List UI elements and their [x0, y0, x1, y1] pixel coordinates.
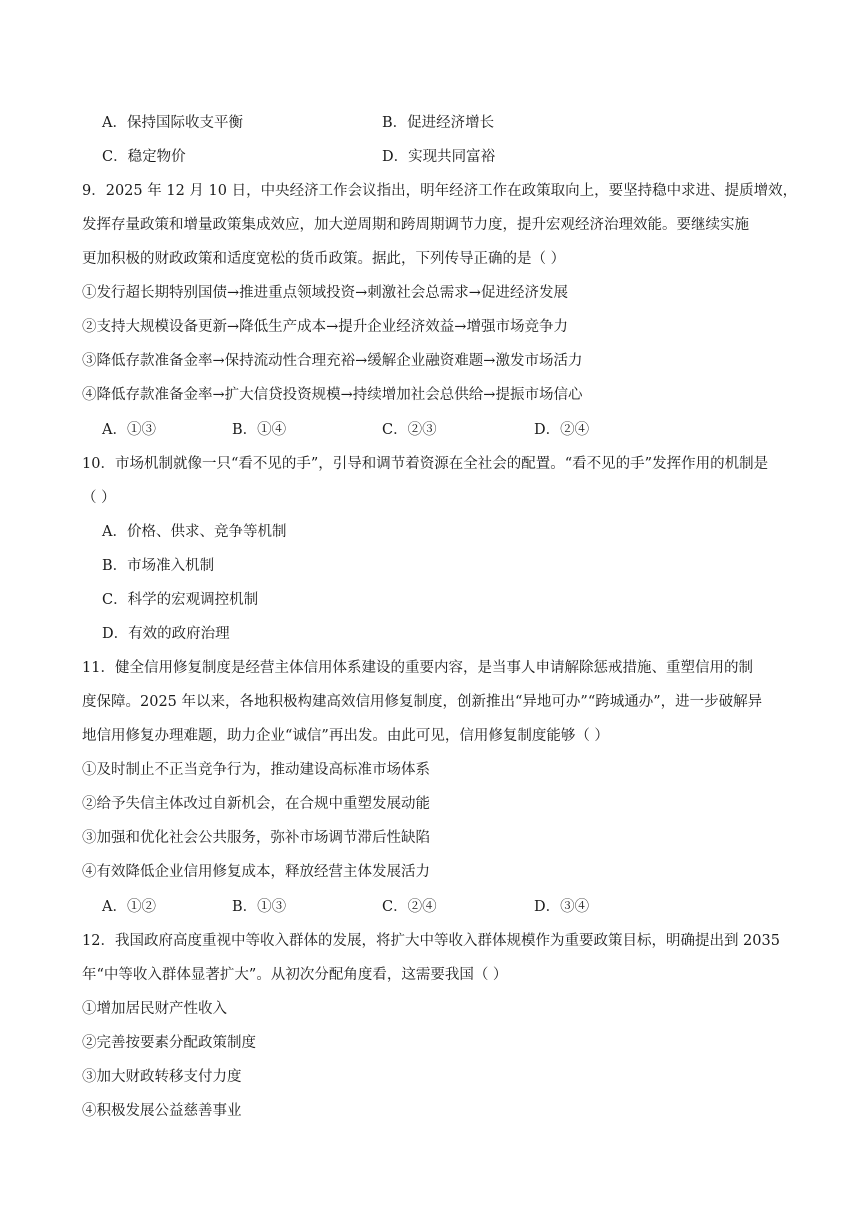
q9-stem-line-2: 发挥存量政策和增量政策集成效应，加大逆周期和跨周期调节力度，提升宏观经济治理效能。要继续实施 [82, 217, 749, 233]
q10-option-a: A．价格、供求、竞争等机制 [102, 524, 287, 540]
q11-statement-1: ①及时制止不正当竞争行为，推动建设高标准市场体系 [82, 762, 430, 778]
q9-option-c: C．②③ [382, 422, 437, 438]
q12-statement-4: ④积极发展公益慈善事业 [82, 1103, 242, 1119]
q12-statement-2: ②完善按要素分配政策制度 [82, 1035, 256, 1051]
q8-option-c: C．稳定物价 [102, 149, 186, 165]
q12-stem-line-1: 12．我国政府高度重视中等收入群体的发展，将扩大中等收入群体规模作为重要政策目标，明确提出到 2035 [82, 933, 780, 949]
q10-option-d: D．有效的政府治理 [102, 626, 230, 642]
q11-stem-line-3: 地信用修复办理难题，助力企业“诚信”再出发。由此可见，信用修复制度能够（ ） [82, 728, 609, 744]
q12-stem-line-2: 年“中等收入群体显著扩大”。从初次分配角度看，这需要我国（ ） [82, 967, 508, 983]
q11-statement-3: ③加强和优化社会公共服务，弥补市场调节滞后性缺陷 [82, 830, 430, 846]
q9-statement-2: ②支持大规模设备更新→降低生产成本→提升企业经济效益→增强市场竞争力 [82, 319, 568, 335]
q12-statement-1: ①增加居民财产性收入 [82, 1001, 227, 1017]
q9-stem-line-3: 更加积极的财政政策和适度宽松的货币政策。据此，下列传导正确的是（ ） [82, 251, 566, 267]
q10-stem-line-1: 10．市场机制就像一只“看不见的手”，引导和调节着资源在全社会的配置。“看不见的手”发挥作用的机制是 [82, 456, 769, 472]
q10-option-b: B．市场准入机制 [102, 558, 215, 574]
q11-stem-line-2: 度保障。2025 年以来，各地积极构建高效信用修复制度，创新推出“异地可办”“跨城通办”，进一步破解异 [82, 694, 763, 710]
q11-option-d: D．③④ [534, 899, 590, 915]
q9-option-d: D．②④ [534, 422, 590, 438]
q11-option-a: A．①② [102, 899, 156, 915]
q8-option-a: A．保持国际收支平衡 [102, 115, 243, 131]
q11-option-c: C．②④ [382, 899, 437, 915]
q11-option-b: B．①③ [232, 899, 287, 915]
q9-statement-1: ①发行超长期特别国债→推进重点领域投资→刺激社会总需求→促进经济发展 [82, 285, 568, 301]
q12-statement-3: ③加大财政转移支付力度 [82, 1069, 242, 1085]
q10-stem-line-2: （ ） [82, 490, 116, 506]
q10-option-c: C．科学的宏观调控机制 [102, 592, 259, 608]
q9-stem-line-1: 9．2025 年 12 月 10 日，中央经济工作会议指出，明年经济工作在政策取向上，要坚持稳中求进、提质增效， [82, 183, 798, 199]
q9-statement-3: ③降低存款准备金率→保持流动性合理充裕→缓解企业融资难题→激发市场活力 [82, 353, 583, 369]
q9-statement-4: ④降低存款准备金率→扩大信贷投资规模→持续增加社会总供给→提振市场信心 [82, 387, 583, 403]
q11-statement-4: ④有效降低企业信用修复成本，释放经营主体发展活力 [82, 864, 430, 880]
q9-option-a: A．①③ [102, 422, 156, 438]
q11-statement-2: ②给予失信主体改过自新机会，在合规中重塑发展动能 [82, 796, 430, 812]
q8-option-b: B．促进经济增长 [382, 115, 495, 131]
q9-option-b: B．①④ [232, 422, 287, 438]
q11-stem-line-1: 11．健全信用修复制度是经营主体信用体系建设的重要内容，是当事人申请解除惩戒措施、重塑信用的制 [82, 660, 753, 676]
q8-option-d: D．实现共同富裕 [382, 149, 496, 165]
